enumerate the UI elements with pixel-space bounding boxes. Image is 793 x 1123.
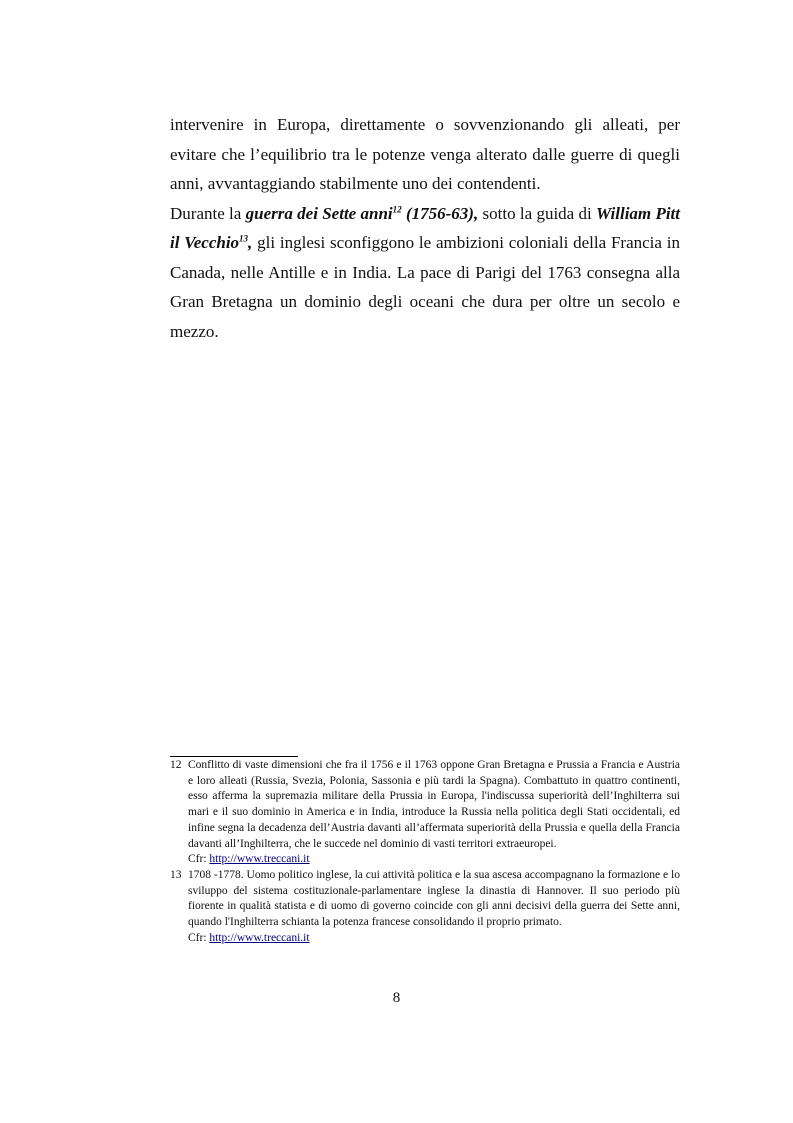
body-text	[170, 110, 680, 346]
footnote-ref-13[interactable]: 13	[239, 233, 249, 244]
cfr-label: Cfr:	[188, 853, 210, 866]
treccani-link[interactable]: http://www.treccani.it	[209, 931, 310, 944]
footnote-number: 13	[170, 868, 182, 881]
footnote-number: 12	[170, 759, 182, 771]
footnote-cfr	[188, 931, 680, 947]
paragraph-2-intro: Durante la	[170, 203, 246, 223]
paragraph-2-mid: sotto la guida di	[478, 203, 597, 223]
war-years: (1756-63),	[401, 203, 479, 223]
treccani-link[interactable]: http://www.treccani.it	[209, 853, 310, 866]
footnote-cfr	[188, 852, 680, 868]
page-number: 8	[392, 990, 401, 1006]
footnotes	[170, 758, 680, 946]
cfr-label: Cfr:	[188, 931, 210, 944]
footnote-13	[170, 868, 680, 947]
paragraph-2-rest: gli inglesi sconfiggono le ambizioni coloniali della Francia in Canada, nelle Antille e in India. La pace di Parigi del 1763 consegna alla Gran Bretagna un dominio degli oceani che dura per oltre un secolo e mezzo.	[170, 233, 681, 341]
footnote-12	[170, 758, 680, 868]
footnote-separator	[170, 756, 298, 757]
footnote-ref-12[interactable]: 12	[392, 203, 402, 214]
paragraph-1: intervenire in Europa, direttamente o sovvenzionando gli alleati, per evitare che l’equilibrio tra le potenze venga alterato dalle guerre di quegli anni, avvantaggiando stabilmente uno dei contendenti.	[170, 115, 680, 193]
paragraph-2	[170, 199, 680, 347]
william-pitt-name: William Pitt il Vecchio	[170, 203, 681, 252]
seven-years-war-term: guerra dei Sette anni	[245, 203, 393, 223]
name-comma: ,	[248, 233, 253, 252]
footnote-text: Conflitto di vaste dimensioni che fra il 1756 e il 1763 oppone Gran Bretagna e Prussia a Francia e Austria e loro alleati (Russia, Svezia, Polonia, Sassonia e più tardi la Spagna). Combattuto in quattro continenti, esso afferma la supremazia militare della Prussia in Europa, l'indiscussa superiorità dell’Inghilterra sui mari e il suo dominio in America e in India, introduce la Russia nella politica degli Stati occidentali, ed infine segna la decadenza dell’Austria davanti all’affermata superiorità della Prussia e quella della Francia davanti all’Inghilterra, che le succede nel dominio di vasti territori extraeuropei.	[188, 759, 680, 850]
footnote-text: 1708 -1778. Uomo politico inglese, la cui attività politica e la sua ascesa accompagnano la formazione e lo sviluppo del sistema costituzionale-parlamentare inglese la dinastia di Hannover. Il suo periodo più fiorente in qualità statista e di uomo di governo coincide con gli anni decisivi della guerra dei Sette anni, quando l'Inghilterra schianta la potenza francese consolidando il proprio primato.	[188, 868, 680, 929]
